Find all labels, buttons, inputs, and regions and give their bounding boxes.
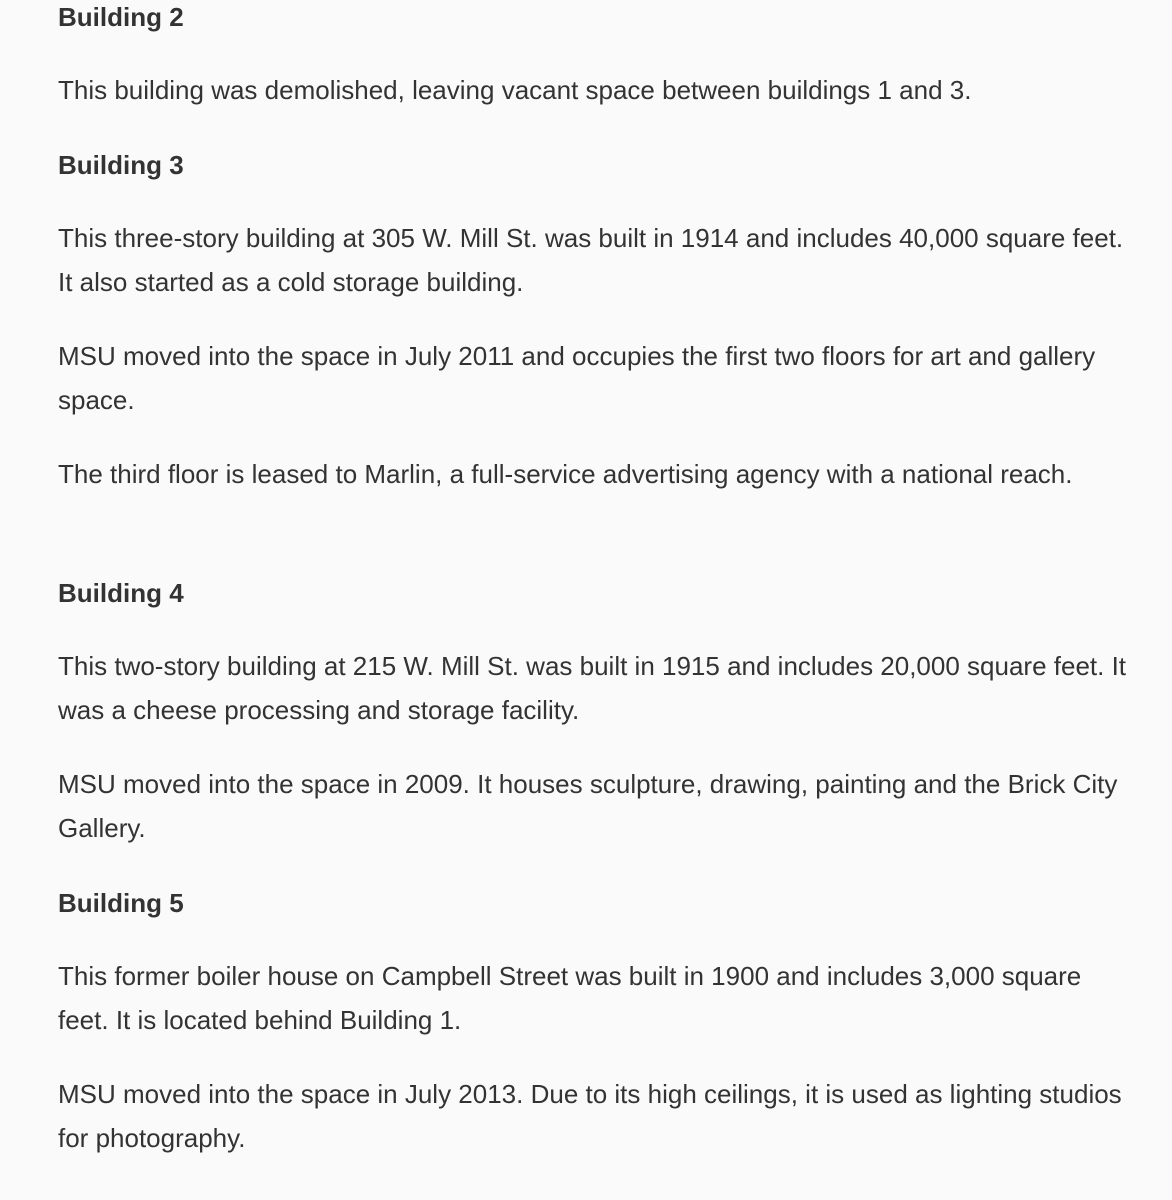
building-4-paragraph-2: MSU moved into the space in 2009. It houses sculpture, drawing, painting and the Brick City Gallery. — [58, 769, 1118, 843]
building-5-heading: Building 5 — [58, 888, 184, 918]
building-2-paragraph-1: This building was demolished, leaving vacant space between buildings 1 and 3. — [58, 75, 972, 105]
building-4-heading: Building 4 — [58, 578, 184, 608]
building-2-heading: Building 2 — [58, 2, 184, 32]
building-3-paragraph-2: MSU moved into the space in July 2011 and occupies the first two floors for art and gallery space. — [58, 341, 1096, 415]
building-3-heading: Building 3 — [58, 150, 184, 180]
building-3-paragraph-3: The third floor is leased to Marlin, a full-service advertising agency with a national reach. — [58, 459, 1073, 489]
building-5-paragraph-1: This former boiler house on Campbell Street was built in 1900 and includes 3,000 square feet. It is located behind Building 1. — [58, 961, 1082, 1035]
building-5-paragraph-2: MSU moved into the space in July 2013. Due to its high ceilings, it is used as lighting studios for photography. — [58, 1079, 1122, 1153]
building-4-paragraph-1: This two-story building at 215 W. Mill St. was built in 1915 and includes 20,000 square feet. It was a cheese processing and storage facility. — [58, 651, 1127, 725]
building-3-paragraph-1: This three-story building at 305 W. Mill St. was built in 1914 and includes 40,000 square feet. It also started as a cold storage building. — [58, 223, 1124, 297]
